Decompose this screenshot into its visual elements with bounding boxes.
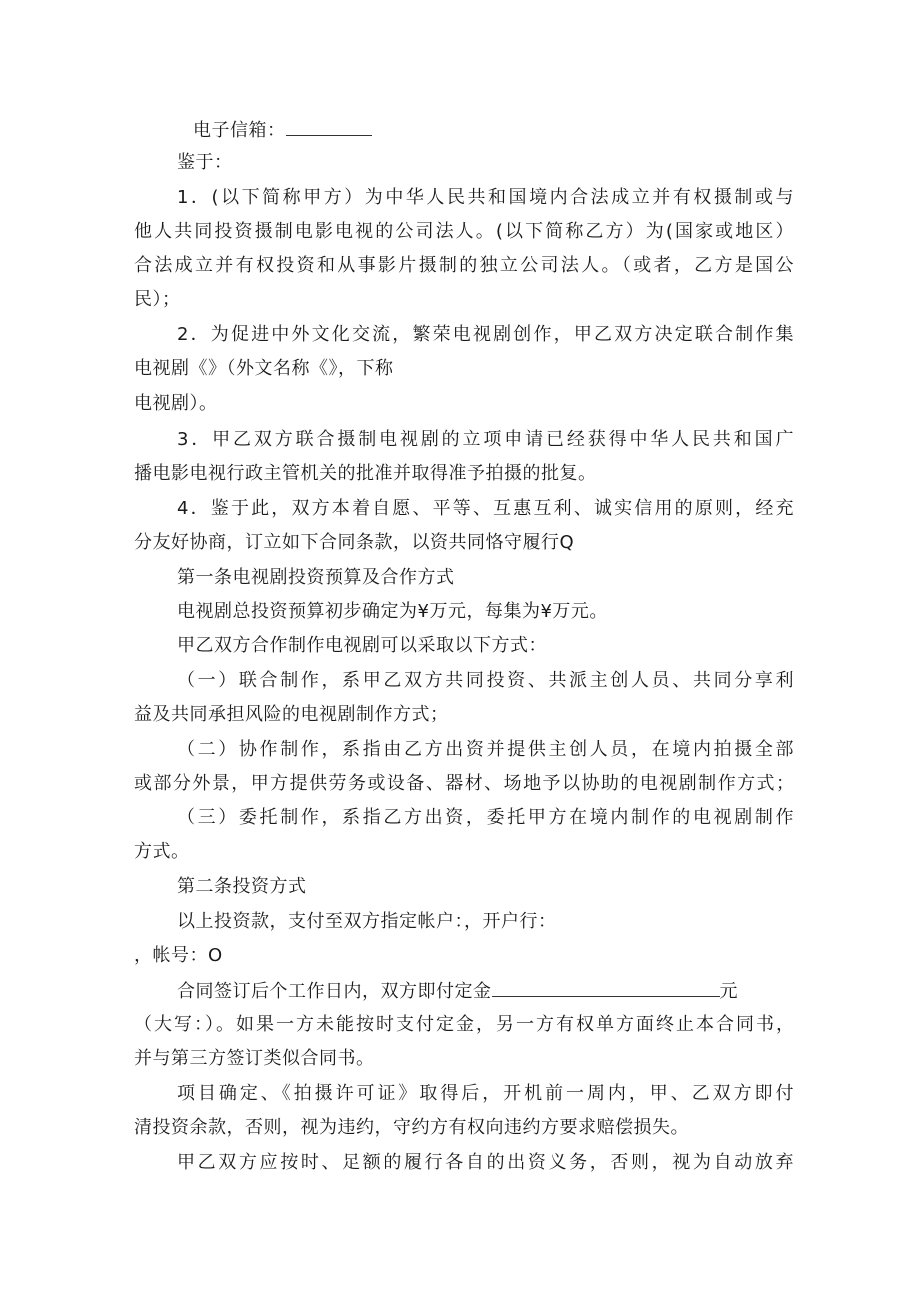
clause-2-line-1: 2．为促进中外文化交流，繁荣电视剧创作，甲乙双方决定联合制作集 — [177, 324, 794, 345]
email-blank — [286, 117, 372, 136]
budget-line: 电视剧总投资预算初步确定为¥万元，每集为¥万元。 — [177, 601, 608, 622]
article-1-heading: 第一条电视剧投资预算及合作方式 — [177, 567, 455, 588]
email-label: 电子信箱： — [193, 120, 286, 141]
clause-1-line-1: 1．(以下简称甲方）为中华人民共和国境内合法成立并有权摄制或与 — [177, 187, 794, 208]
modes-intro: 甲乙双方合作制作电视剧可以采取以下方式： — [177, 635, 547, 656]
email-line — [193, 117, 794, 143]
deposit-line-1 — [177, 978, 794, 1004]
clause-3-line-1: 3．甲乙双方联合摄制电视剧的立项申请已经获得中华人民共和国广 — [177, 429, 794, 450]
project-line-2: 清投资余款，否则，视为违约，守约方有权向违约方要求赔偿损失。 — [134, 1117, 689, 1138]
clause-1-line-2: 他人共同投资摄制电影电视的公司法人。(以下简称乙方）为(国家或地区） — [134, 221, 794, 242]
clause-4-line-2: 分友好协商，订立如下合同条款，以资共同恪守履行Q — [134, 532, 575, 553]
mode-2-line-2: 或部分外景，甲方提供劳务或设备、器材、场地予以协助的电视剧制作方式； — [134, 773, 794, 794]
clause-2-line-3: 电视剧）。 — [134, 393, 218, 414]
deposit-line-2: （大写：）。如果一方未能按时支付定金，另一方有权单方面终止本合同书， — [134, 1014, 794, 1035]
article-2-heading: 第二条投资方式 — [177, 876, 307, 897]
mode-3-line-2: 方式。 — [134, 841, 190, 862]
clause-1-line-4: 民）； — [134, 289, 181, 310]
whereas-heading: 鉴于： — [177, 152, 233, 173]
deposit-line-3: 并与第三方签订类似合同书。 — [134, 1048, 375, 1069]
clause-1-line-3: 合法成立并有权投资和从事影片摄制的独立公司法人。（或者，乙方是国公 — [134, 255, 794, 276]
deposit-amount-blank — [492, 978, 720, 997]
mode-1-line-2: 益及共同承担风险的电视剧制作方式； — [134, 704, 449, 725]
mode-3-line-1: （三）委托制作，系指乙方出资，委托甲方在境内制作的电视剧制作 — [177, 807, 794, 828]
clause-3-line-2: 播电影电视行政主管机关的批准并取得准予拍摄的批复。 — [134, 463, 597, 484]
project-line-1: 项目确定、《拍摄许可证》取得后，开机前一周内，甲、乙双方即付 — [177, 1083, 794, 1104]
obligation-line-1: 甲乙双方应按时、足额的履行各自的出资义务，否则，视为自动放弃 — [177, 1152, 794, 1173]
mode-2-line-1: （二）协作制作，系指由乙方出资并提供主创人员，在境内拍摄全部 — [177, 739, 794, 760]
clause-4-line-1: 4．鉴于此，双方本着自愿、平等、互惠互利、诚实信用的原则，经充 — [177, 498, 794, 519]
mode-1-line-1: （一）联合制作，系甲乙双方共同投资、共派主创人员、共同分享利 — [177, 670, 794, 691]
deposit-text: 合同签订后个工作日内，双方即付定金 — [177, 981, 492, 1002]
payment-line-2: ，帐号：O — [134, 945, 223, 966]
deposit-unit: 元 — [719, 981, 738, 1002]
payment-line-1: 以上投资款，支付至双方指定帐户：，开户行： — [177, 911, 557, 932]
clause-2-line-2: 电视剧《》（外文名称《》，下称 — [134, 358, 394, 379]
